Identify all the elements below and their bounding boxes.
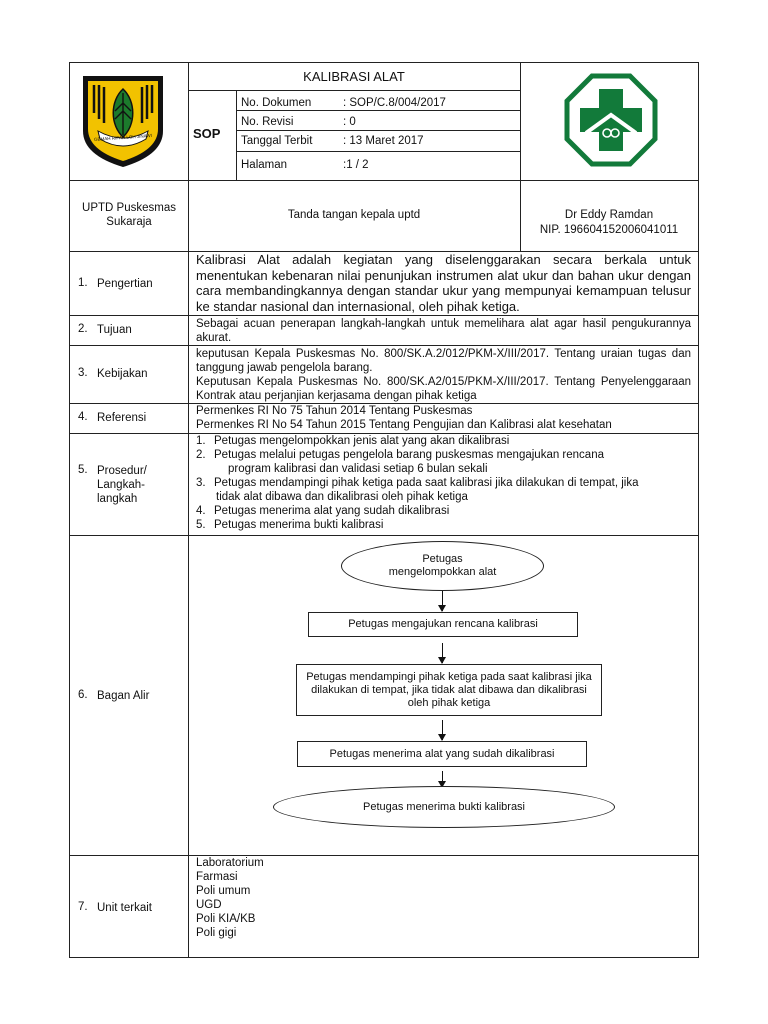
unit-item: Poli gigi — [196, 927, 237, 939]
logo-divider — [520, 63, 521, 180]
section-label-prosedur-1: Prosedur/ — [97, 465, 147, 477]
row-divider-2 — [70, 345, 698, 346]
flow-step-accompany: Petugas mendampingi pihak ketiga pada saat kalibrasi jika dilakukan di tempat, jika tidak alat dibawa dan dikalibrasi oleh pihak ketiga — [296, 664, 602, 716]
procedure-step-continued: program kalibrasi dan validasi setiap 6 bulan sekali — [228, 463, 488, 475]
head-name: Dr Eddy Ramdan — [564, 209, 654, 221]
section-number: 4. — [78, 411, 88, 423]
unit-item: Poli KIA/KB — [196, 913, 256, 925]
flow-arrow — [442, 643, 443, 663]
section-number: 2. — [78, 323, 88, 335]
title-divider — [188, 90, 520, 91]
unit-item: Laboratorium — [196, 857, 264, 869]
procedure-step: 4. Petugas menerima alat yang sudah dikalibrasi — [196, 505, 450, 517]
section-number: 6. — [78, 689, 88, 701]
field-value-halaman: :1 / 2 — [343, 159, 369, 171]
section-label-pengertian: Pengertian — [97, 278, 153, 290]
row-divider-5 — [70, 535, 698, 536]
procedure-step: 2. Petugas melalui petugas pengelola barang puskesmas mengajukan rencana — [196, 449, 604, 461]
row-divider-1 — [70, 315, 698, 316]
flow-arrow — [442, 720, 443, 740]
emblem-motto: GEMAH RIPAH LOH JINAWI — [93, 132, 153, 143]
field-divider-1 — [236, 110, 520, 111]
org-name-line2: Sukaraja — [106, 216, 152, 228]
field-value-tanggal: : 13 Maret 2017 — [343, 135, 424, 147]
column-divider — [188, 63, 189, 958]
flow-step-submit-plan: Petugas mengajukan rencana kalibrasi — [308, 612, 578, 637]
section-label-kebijakan: Kebijakan — [97, 368, 148, 380]
procedure-step: 5. Petugas menerima bukti kalibrasi — [196, 519, 384, 531]
kebijakan-text-2: Keputusan Kepala Puskesmas No. 800/SK.A2/015/PKM-X/III/2017. Tentang Penyelenggaraan Kontrak atau perjanjian kerjasama dengan pihak ketiga — [196, 376, 691, 402]
section-label-tujuan: Tujuan — [97, 324, 132, 336]
procedure-step: 1. Petugas mengelompokkan jenis alat yang akan dikalibrasi — [196, 435, 510, 447]
tujuan-text: Sebagai acuan penerapan langkah-langkah untuk memelihara alat agar hasil pengukurannya akurat. — [196, 318, 691, 344]
kebijakan-text-1: keputusan Kepala Puskesmas No. 800/SK.A.2/012/PKM-X/III/2017. Tentang uraian tugas dan tanggung jawab pengelola barang. — [196, 348, 691, 374]
sop-divider — [236, 90, 237, 180]
flow-start-oval: Petugas mengelompokkan alat — [341, 541, 544, 591]
sop-label: SOP — [193, 126, 221, 141]
field-divider-3 — [236, 151, 520, 152]
section-label-prosedur-3: langkah — [97, 493, 138, 505]
procedure-step-continued: tidak alat dibawa dan dikalibrasi oleh pihak ketiga — [216, 491, 468, 503]
flow-step-receive-tool: Petugas menerima alat yang sudah dikalibrasi — [297, 741, 587, 767]
section-label-prosedur-2: Langkah- — [97, 479, 145, 491]
signature-placeholder: Tanda tangan kepala uptd — [287, 209, 421, 221]
document-title: KALIBRASI ALAT — [303, 69, 405, 84]
procedure-step: 3. Petugas mendampingi pihak ketiga pada saat kalibrasi jika dilakukan di tempat, jika — [196, 477, 639, 489]
section-number: 1. — [78, 277, 88, 289]
referensi-text-1: Permenkes RI No 75 Tahun 2014 Tentang Puskesmas — [196, 405, 473, 417]
unit-list — [196, 856, 396, 940]
section-number: 5. — [78, 464, 88, 476]
field-divider-2 — [236, 130, 520, 131]
field-label-dokumen: No. Dokumen — [241, 97, 312, 109]
puskesmas-logo — [564, 73, 658, 167]
section-number: 7. — [78, 901, 88, 913]
field-label-revisi: No. Revisi — [241, 116, 294, 128]
flow-arrow — [442, 771, 443, 787]
field-value-revisi: : 0 — [343, 116, 356, 128]
org-name-line1: UPTD Puskesmas — [82, 202, 176, 214]
referensi-text-2: Permenkes RI No 54 Tahun 2015 Tentang Pengujian dan Kalibrasi alat kesehatan — [196, 419, 612, 431]
unit-item: UGD — [196, 899, 222, 911]
section-label-unit: Unit terkait — [97, 902, 152, 914]
sop-document — [69, 62, 699, 958]
section-number: 3. — [78, 367, 88, 379]
regency-emblem-logo — [80, 73, 166, 169]
section-label-referensi: Referensi — [97, 412, 147, 424]
section-label-bagan: Bagan Alir — [97, 690, 150, 702]
flow-end-oval: Petugas menerima bukti kalibrasi — [273, 786, 615, 828]
header-divider — [70, 180, 698, 181]
flow-arrow — [442, 591, 443, 611]
field-label-halaman: Halaman — [241, 159, 288, 171]
pengertian-text: Kalibrasi Alat adalah kegiatan yang diselenggarakan secara berkala untuk menentukan kebenaran nilai penunjukan instrumen alat ukur dan bahan ukur dengan cara membandingkannya dengan standar ukur yang mempunyai kemampuan telusur ke standar nasional dan internasional, oleh pihak ketiga. — [196, 252, 691, 314]
procedure-list — [196, 434, 692, 532]
head-nip: NIP. 196604152006041011 — [539, 224, 679, 236]
field-label-tanggal: Tanggal Terbit — [241, 135, 313, 147]
field-value-dokumen: : SOP/C.8/004/2017 — [343, 97, 446, 109]
unit-item: Poli umum — [196, 885, 251, 897]
unit-item: Farmasi — [196, 871, 238, 883]
